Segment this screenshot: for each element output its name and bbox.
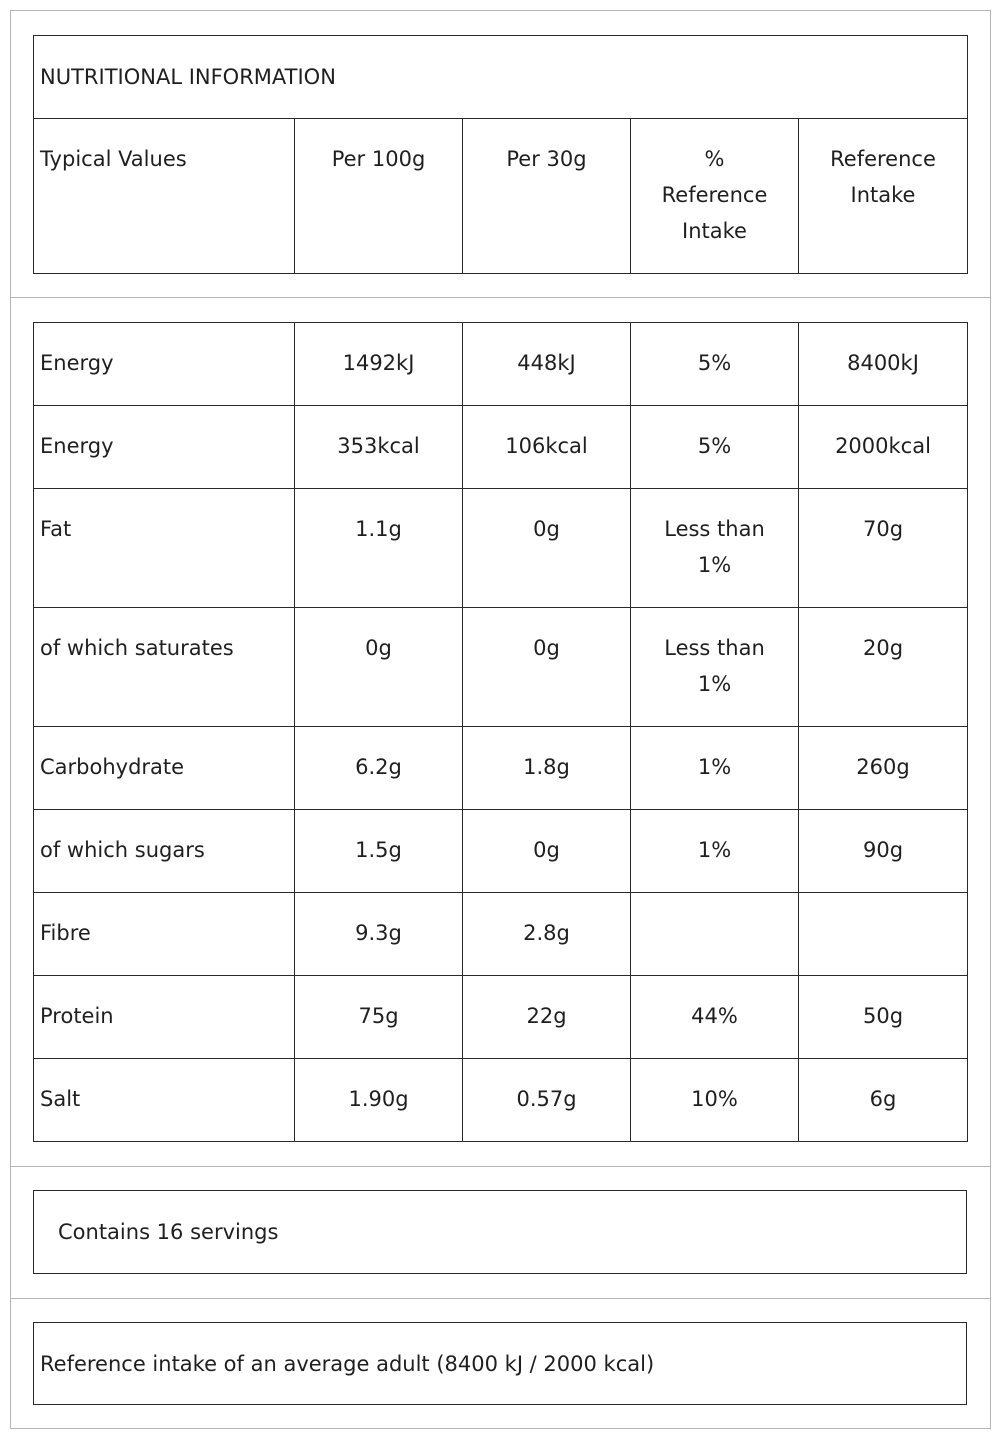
cell-text: Carbohydrate	[40, 755, 185, 779]
per-30g-value	[463, 608, 631, 727]
per-30g-value	[463, 976, 631, 1059]
percent-ri-value	[631, 489, 799, 608]
per-100g-value	[295, 608, 463, 727]
nutrient-name	[34, 810, 295, 893]
header-percent-reference-intake-text: % Reference Intake	[661, 147, 768, 243]
header-reference-intake	[799, 119, 968, 274]
reference-intake-value	[799, 406, 968, 489]
cell-text: 353kcal	[337, 434, 420, 458]
percent-ri-value	[631, 893, 799, 976]
cell-text: 44%	[691, 1004, 738, 1028]
cell-text: 260g	[856, 755, 910, 779]
cell-text: 10%	[691, 1087, 738, 1111]
per-30g-value	[463, 727, 631, 810]
reference-intake-value	[799, 810, 968, 893]
cell-text: 1492kJ	[342, 351, 415, 375]
reference-note-box	[33, 1322, 967, 1405]
cell-text: Fat	[40, 517, 72, 541]
cell-text: 1%	[697, 838, 732, 862]
reference-note: Reference intake of an average adult (8400 kJ / 2000 kcal)	[40, 1351, 655, 1376]
cell-text: 22g	[526, 1004, 567, 1028]
section-divider	[10, 1166, 991, 1167]
nutrient-name	[34, 323, 295, 406]
percent-ri-value	[631, 406, 799, 489]
reference-intake-value	[799, 893, 968, 976]
cell-text: 1.90g	[348, 1087, 409, 1111]
cell-text: 6g	[869, 1087, 897, 1111]
cell-text: 2000kcal	[835, 434, 931, 458]
nutrient-name	[34, 893, 295, 976]
cell-text: 6.2g	[355, 755, 402, 779]
per-30g-value	[463, 406, 631, 489]
cell-text: 1.8g	[523, 755, 570, 779]
nutrient-name	[34, 406, 295, 489]
cell-text: 1.5g	[355, 838, 402, 862]
reference-intake-value	[799, 727, 968, 810]
nutrition-values-table	[33, 322, 968, 1142]
cell-text: 0g	[533, 636, 560, 660]
cell-text: Less than 1%	[664, 636, 765, 696]
per-100g-value	[295, 893, 463, 976]
nutrient-name	[34, 608, 295, 727]
cell-text: 0g	[365, 636, 392, 660]
table-row	[34, 406, 968, 489]
table-row	[34, 489, 968, 608]
cell-text: Protein	[40, 1004, 114, 1028]
header-typical-values: Typical Values	[34, 119, 295, 274]
section-divider	[10, 1298, 991, 1299]
nutrition-header-table	[33, 35, 968, 274]
reference-intake-value	[799, 608, 968, 727]
table-row	[34, 323, 968, 406]
nutrition-title: NUTRITIONAL INFORMATION	[34, 36, 968, 119]
reference-intake-value	[799, 489, 968, 608]
percent-ri-value	[631, 323, 799, 406]
per-100g-value	[295, 727, 463, 810]
table-row	[34, 608, 968, 727]
header-per-100g: Per 100g	[295, 119, 463, 274]
nutrient-name	[34, 727, 295, 810]
reference-intake-value	[799, 323, 968, 406]
cell-text: 5%	[697, 434, 732, 458]
cell-text: 20g	[862, 636, 904, 660]
table-row	[34, 727, 968, 810]
per-100g-value	[295, 810, 463, 893]
cell-text: Energy	[40, 434, 114, 458]
cell-text: 70g	[862, 517, 904, 541]
per-30g-value	[463, 323, 631, 406]
header-reference-intake-text: Reference Intake	[830, 147, 936, 207]
percent-ri-value	[631, 727, 799, 810]
header-per-30g: Per 30g	[463, 119, 631, 274]
percent-ri-value	[631, 976, 799, 1059]
cell-text: Fibre	[40, 921, 91, 945]
nutrient-name	[34, 976, 295, 1059]
cell-text: 9.3g	[355, 921, 402, 945]
table-row	[34, 1059, 968, 1142]
per-30g-value	[463, 489, 631, 608]
percent-ri-value	[631, 608, 799, 727]
cell-text: 0g	[533, 838, 560, 862]
table-row	[34, 810, 968, 893]
cell-text: 1%	[697, 755, 732, 779]
per-100g-value	[295, 323, 463, 406]
per-30g-value	[463, 810, 631, 893]
cell-text: Energy	[40, 351, 114, 375]
servings-box	[33, 1190, 967, 1274]
cell-text: 50g	[862, 1004, 904, 1028]
per-100g-value	[295, 489, 463, 608]
cell-text: 448kJ	[517, 351, 576, 375]
cell-text: 106kcal	[505, 434, 588, 458]
percent-ri-value	[631, 810, 799, 893]
cell-text: Less than 1%	[664, 517, 765, 577]
cell-text: of which saturates	[40, 636, 234, 660]
cell-text: 8400kJ	[847, 351, 919, 375]
table-row	[34, 976, 968, 1059]
table-row	[34, 893, 968, 976]
per-30g-value	[463, 893, 631, 976]
nutrient-name	[34, 489, 295, 608]
cell-text: 1.1g	[355, 517, 402, 541]
cell-text: 5%	[697, 351, 732, 375]
per-100g-value	[295, 1059, 463, 1142]
servings-text: Contains 16 servings	[58, 1220, 279, 1244]
per-100g-value	[295, 406, 463, 489]
section-divider	[10, 297, 991, 298]
cell-text: 75g	[358, 1004, 399, 1028]
cell-text: Salt	[40, 1087, 81, 1111]
reference-intake-value	[799, 1059, 968, 1142]
cell-text: 0.57g	[516, 1087, 577, 1111]
per-100g-value	[295, 976, 463, 1059]
percent-ri-value	[631, 1059, 799, 1142]
cell-text: 2.8g	[523, 921, 570, 945]
per-30g-value	[463, 1059, 631, 1142]
reference-intake-value	[799, 976, 968, 1059]
header-percent-reference-intake	[631, 119, 799, 274]
cell-text: 0g	[533, 517, 560, 541]
cell-text: of which sugars	[40, 838, 205, 862]
cell-text: 90g	[862, 838, 904, 862]
nutrient-name	[34, 1059, 295, 1142]
